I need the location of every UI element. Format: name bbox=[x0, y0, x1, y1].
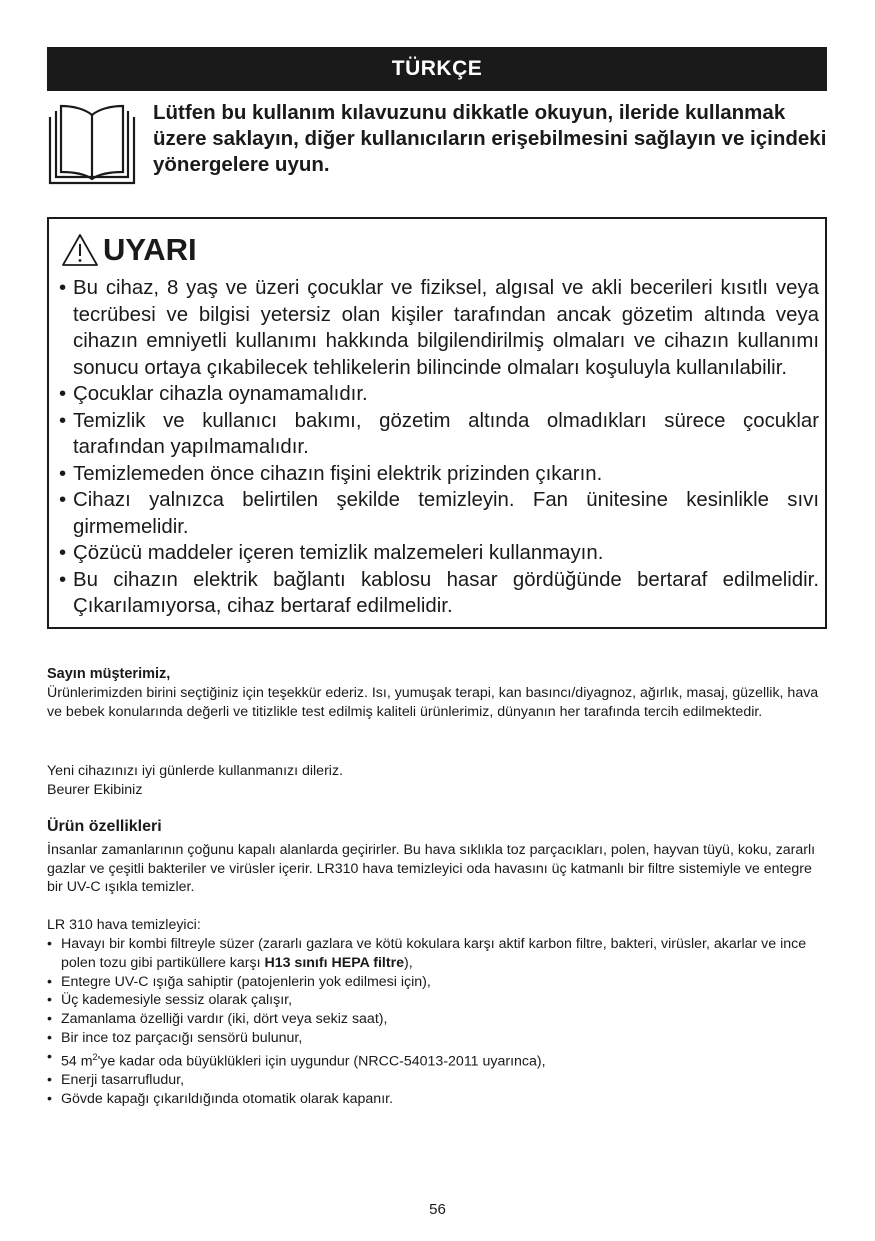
warning-item: • Cihazı yalnızca belirtilen şekilde temizleyin. Fan ünitesine kesinlikle sıvı girmemelidir. bbox=[59, 489, 819, 538]
bullet: • bbox=[59, 489, 67, 511]
warning-item: • Bu cihaz, 8 yaş ve üzeri çocuklar ve fiziksel, algısal ve akli becerileri kısıtlı veya tecrübesi ve bilgisi yetersiz olan kişiler tarafından ancak gözetim altında veya cihazın emniyetli kullanımı hakkında bilgilendirilmiş olmaları ve cihazın kullanımı sonucu ortaya çıkabilecek tehlikelerin bilincinde olmaları koşuluyla kullanılabilir. bbox=[59, 277, 819, 379]
bullet: • bbox=[47, 973, 52, 990]
features-paragraph: İnsanlar zamanlarının çoğunu kapalı alanlarda geçirirler. Bu hava sıklıkla toz parçacıkları, polen, hayvan tüyü, koku, zararlı gazlar ve çeşitli bakteriler ve virüsler içerir. LR310 hava temizleyici oda havasını üç katmanlı bir filtre sistemiyle ve entegre bir UV-C ışıkla temizler. bbox=[47, 842, 816, 895]
features-list bbox=[47, 935, 829, 1109]
list-item: • Zamanlama özelliği vardır (iki, dört veya sekiz saat), bbox=[47, 1011, 388, 1028]
greeting-heading: Sayın müşterimiz, bbox=[47, 666, 171, 682]
bullet: • bbox=[59, 542, 67, 564]
features-list-intro: LR 310 hava temizleyici: bbox=[47, 917, 201, 933]
bullet: • bbox=[47, 1072, 52, 1089]
bullet: • bbox=[59, 462, 67, 485]
warning-list bbox=[59, 275, 819, 620]
list-item: • 54 $m^2'ye$ kadar oda büyüklükleri için uygundur (NRCC-54013-2011 uyarınca), bbox=[47, 1048, 546, 1070]
list-item: • Havayı bir kombi filtreyle süzer (zararlı gazlara ve kötü kokulara karşı aktif karbon filtre, bakteri, virüsler, akarlar ve ince polen tozu gibi partiküllere karşı H13 sınıfı HEPA filtre), bbox=[47, 936, 807, 971]
list-item: • Gövde kapağı çıkarıldığında otomatik olarak kapanır. bbox=[47, 1091, 394, 1108]
warning-box bbox=[47, 217, 827, 629]
list-item: • Entegre UV-C ışığa sahiptir (patojenlerin yok edilmesi için), bbox=[47, 973, 431, 990]
greeting-wish: Yeni cihazınızı iyi günlerde kullanmanızı dileriz. bbox=[47, 763, 343, 779]
greeting-paragraph: Ürünlerimizden birini seçtiğiniz için teşekkür ederiz. Isı, yumuşak terapi, kan basıncı/diyagnoz, ağırlık, masaj, güzellik, hava ve bebek konularında değerli ve titizlikle test edilmiş kaliteli ürünlerimiz, dünyanın her tarafında tercih edilmektedir. bbox=[47, 685, 819, 720]
greeting-signature: Beurer Ekibiniz bbox=[47, 782, 143, 798]
warning-item: • Çocuklar cihazla oynamamalıdır. bbox=[59, 381, 819, 408]
warning-item: • Temizlik ve kullanıcı bakımı, gözetim altında olmadıkları sürece çocuklar tarafından yapılmamalıdır. bbox=[59, 409, 819, 458]
bullet: • bbox=[59, 383, 67, 405]
manual-reading-notice: Lütfen bu kullanım kılavuzunu dikkatle okuyun, ileride kullanmak üzere saklayın, diğer kullanıcıların erişebilmesini sağlayın ve içindeki yönergelere uyun. bbox=[153, 101, 827, 176]
list-item: • Enerji tasarrufludur, bbox=[47, 1072, 185, 1089]
warning-title-row bbox=[61, 230, 197, 270]
bullet: • bbox=[59, 277, 67, 299]
bullet: • bbox=[47, 1091, 52, 1108]
features-heading: Ürün özellikleri bbox=[47, 818, 162, 835]
bullet: • bbox=[47, 1029, 52, 1046]
bullet: • bbox=[47, 936, 52, 952]
hepa-filter-highlight: H13 sınıfı HEPA filtre bbox=[264, 954, 405, 971]
warning-title: UYARI bbox=[103, 232, 197, 267]
warning-item: • Temizlemeden önce cihazın fişini elektrik prizinden çıkarın. bbox=[59, 461, 819, 488]
list-item: • Bir ince toz parçacığı sensörü bulunur, bbox=[47, 1029, 303, 1046]
bullet: • bbox=[59, 409, 67, 432]
language-header: TÜRKÇE bbox=[47, 47, 827, 91]
list-item: • Üç kademesiyle sessiz olarak çalışır, bbox=[47, 992, 293, 1009]
warning-item: • Çözücü maddeler içeren temizlik malzemeleri kullanmayın. bbox=[59, 540, 819, 567]
bullet: • bbox=[59, 568, 67, 591]
bullet: • bbox=[47, 1011, 52, 1028]
bullet: • bbox=[47, 992, 52, 1009]
page-number: 56 bbox=[429, 1201, 446, 1218]
warning-triangle-icon bbox=[61, 233, 99, 267]
bullet: • bbox=[47, 1048, 52, 1065]
open-book-icon bbox=[47, 103, 137, 185]
warning-item: • Bu cihazın elektrik bağlantı kablosu hasar gördüğünde bertaraf edilmelidir. Çıkarılamıyorsa, cihaz bertaraf edilmelidir. bbox=[59, 568, 819, 617]
